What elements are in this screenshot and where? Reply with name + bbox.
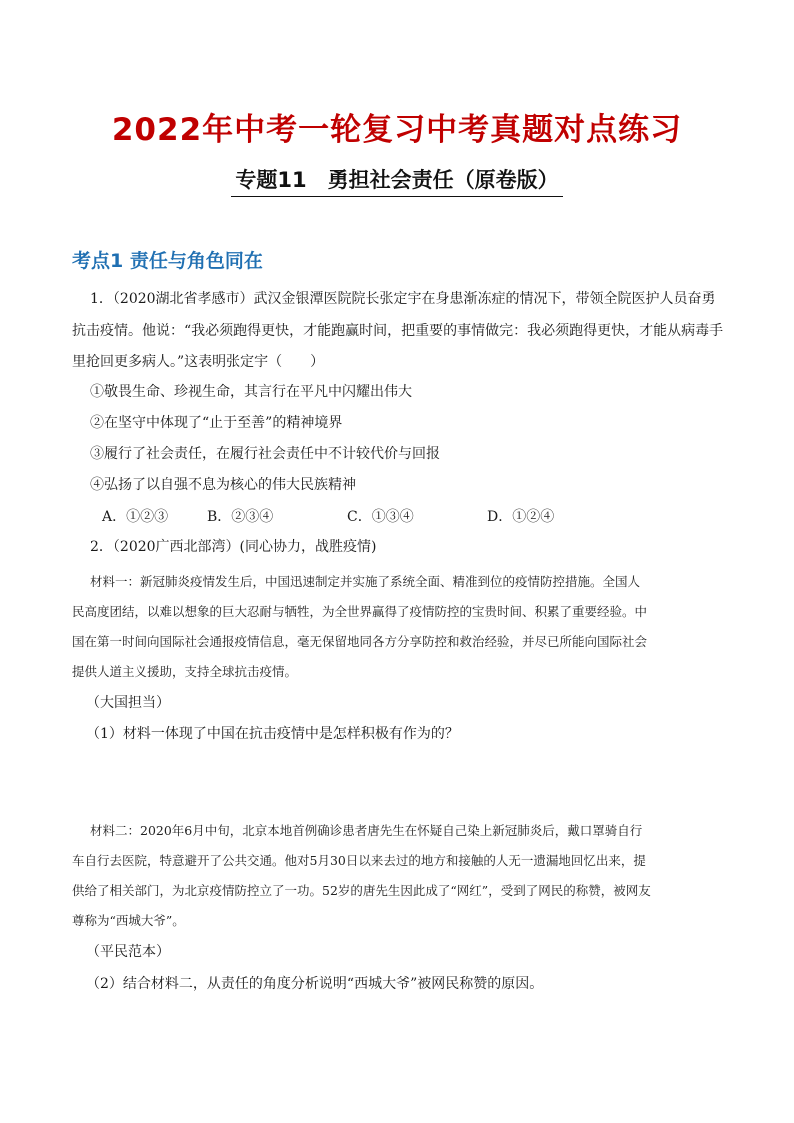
- q1-item-4: ④弘扬了以自强不息为核心的伟大民族精神: [90, 477, 356, 493]
- q2-material1-line-2: 民高度团结，以难以想象的巨大忍耐与牺牲，为全世界赢得了疫情防控的宝贵时间、积累了重要经验。中: [72, 604, 648, 619]
- q2-header: 2．（2020广西北部湾）(同心协力，战胜疫情): [90, 539, 377, 555]
- q1-item-1: ①敬畏生命、珍视生命，其言行在平凡中闪耀出伟大: [90, 384, 412, 400]
- q2-material2-line-3: 供给了相关部门，为北京疫情防控立了一功。52岁的唐先生因此成了“网红”，受到了网民的称赞，被网友: [72, 883, 651, 898]
- page-subtitle: 专题11 勇担社会责任（原卷版）: [231, 164, 562, 197]
- section-heading: 考点1 责任与角色同在: [72, 250, 263, 272]
- q1-item-2: ②在坚守中体现了“止于至善”的精神境界: [90, 415, 343, 431]
- q2-material1-line-1: 材料一：新冠肺炎疫情发生后，中国迅速制定并实施了系统全面、精准到位的疫情防控措施。全国人: [90, 574, 641, 589]
- q1-item-3: ③履行了社会责任，在履行社会责任中不计较代价与回报: [90, 446, 440, 462]
- q2-subquestion-1: （1）材料一体现了中国在抗击疫情中是怎样积极有作为的？: [86, 726, 459, 742]
- subtitle-wrap: [0, 164, 794, 197]
- q2-material2-line-2: 车自行去医院，特意避开了公共交通。他对5月30日以来去过的地方和接触的人无一遗漏地回忆出来，提: [72, 853, 646, 868]
- q1-option-d: D．①②④: [487, 509, 555, 525]
- q1-stem-line-3: 里抢回更多病人。”这表明张定宇（ ）: [72, 354, 325, 370]
- q2-material1-line-4: 提供人道主义援助，支持全球抗击疫情。: [72, 664, 298, 679]
- q1-stem-line-1: 1．（2020湖北省孝感市）武汉金银潭医院院长张定宇在身患渐冻症的情况下，带领全院医护人员奋勇: [90, 291, 716, 307]
- q2-subquestion-2: （2）结合材料二，从责任的角度分析说明“西城大爷”被网民称赞的原因。: [86, 976, 544, 992]
- page-title: 2022年中考一轮复习中考真题对点练习: [111, 112, 683, 148]
- q2-tag-1: （大国担当）: [86, 695, 170, 711]
- q2-material2-line-4: 尊称为“西城大爷”。: [72, 913, 185, 928]
- q2-material1-line-3: 国在第一时间向国际社会通报疫情信息，毫无保留地同各方分享防控和救治经验，并尽已所能向国际社会: [72, 634, 648, 649]
- q1-option-b: B．②③④: [207, 509, 274, 525]
- q1-option-a: A．①②③: [102, 509, 169, 525]
- q1-option-c: C．①③④: [347, 509, 414, 525]
- q2-material2-line-1: 材料二：2020年6月中旬，北京本地首例确诊患者唐先生在怀疑自己染上新冠肺炎后，戴口罩骑自行: [90, 823, 643, 838]
- q1-stem-line-2: 抗击疫情。他说：“我必须跑得更快，才能跑赢时间，把重要的事情做完：我必须跑得更快，才能从病毒手: [72, 323, 724, 339]
- q2-tag-2: （平民范本）: [86, 944, 170, 960]
